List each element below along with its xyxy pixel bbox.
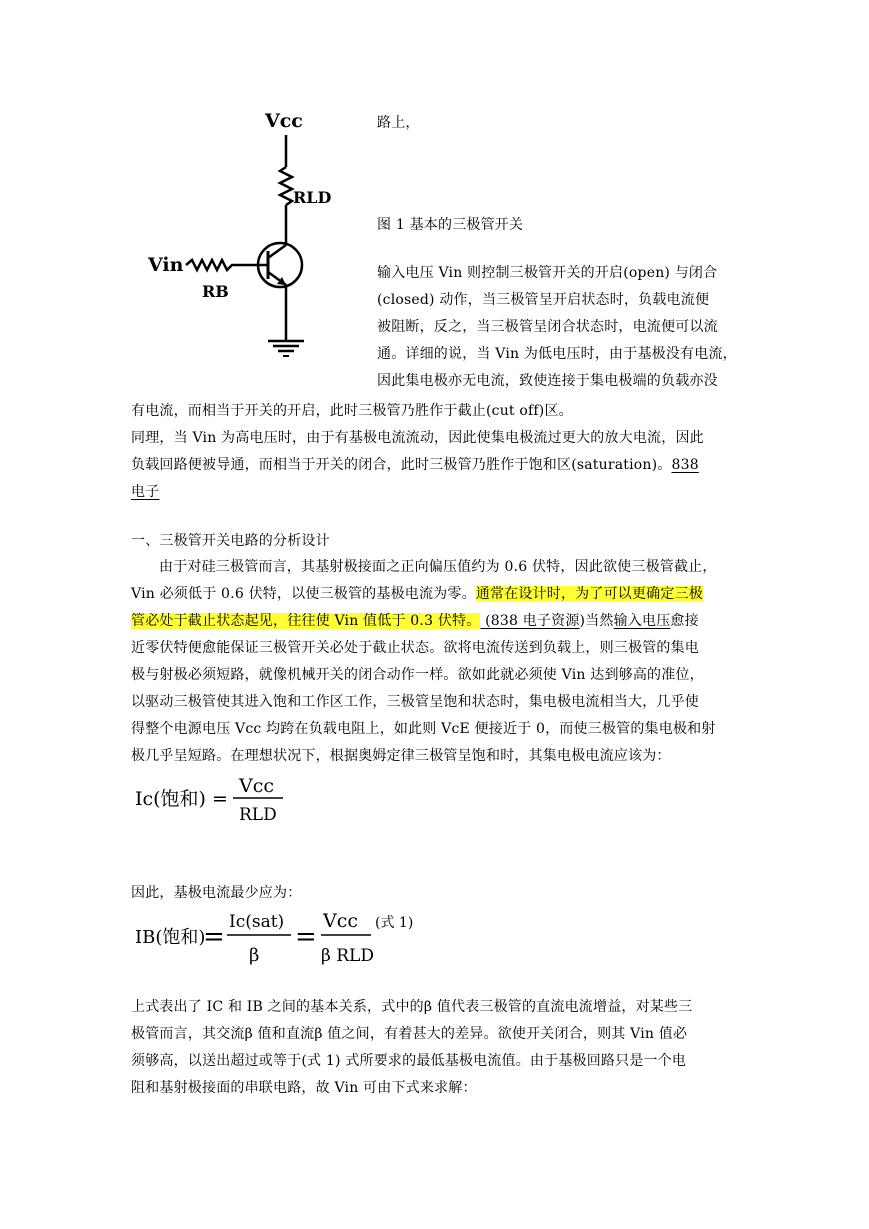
section-p7: 得整个电源电压 Vcc 均跨在负载电阻上，如此则 VcE 便接近于 0，而使三极管的集电极和射	[131, 721, 716, 737]
formula1-numerator: Vcc	[239, 775, 275, 797]
right-col-line3: 被阻断，反之，当三极管呈闭合状态时，电流便可以流	[377, 319, 718, 335]
full-line1: 有电流，而相当于开关的开启，此时三极管乃胜作于截止(cut off)区。	[131, 403, 573, 419]
right-col-line2: (closed) 动作，当三极管呈开启状态时，负载电流便	[377, 292, 710, 308]
right-col-line1: 输入电压 Vin 则控制三极管开关的开启(open) 与闭合	[377, 265, 718, 281]
highlighted-text-1: 通常在设计时，为了可以更确定三极	[475, 586, 703, 602]
section-p2	[131, 580, 703, 608]
section-p4: 近零伏特便愈能保证三极管开关必处于截止状态。欲将电流传送到负载上，则三极管的集电	[131, 640, 699, 656]
vin-label: Vin	[148, 254, 184, 276]
formula2-num2: Vcc	[323, 910, 359, 932]
full-line2: 同理，当 Vin 为高电压时，由于有基极电流流动，因此使集电极流过更大的放大电流，因此	[131, 430, 704, 446]
para3-line4: 阻和基射极接面的串联电路，故 Vin 可由下式来求解：	[131, 1080, 477, 1096]
formula1-denominator: RLD	[239, 805, 277, 825]
formula2-num1: Ic(sat)	[229, 912, 285, 932]
formula2-lhs: IB(饱和)	[135, 927, 206, 948]
section-p1: 由于对硅三极管而言，其基射极接面之正向偏压值约为 0.6 伏特，因此欲使三极管截止，	[159, 559, 717, 575]
right-col-line0: 路上，	[377, 115, 420, 131]
section-p3-mid: )当然	[579, 613, 614, 629]
right-col-line4: 通。详细的说，当 Vin 为低电压时，由于基极没有电流，	[377, 346, 737, 362]
section-p6: 以驱动三极管使其进入饱和工作区工作，三极管呈饱和状态时，集电极电流相当大，几乎使	[131, 694, 699, 710]
rb-label: RB	[202, 282, 229, 301]
site-link-dianzi[interactable]: 电子	[131, 484, 160, 500]
para3-line3: 须够高，以送出超过或等于(式 1) 式所要求的最低基极电流值。由于基极回路只是一个电	[131, 1053, 687, 1069]
right-col-line5: 因此集电极亦无电流，致使连接于集电极端的负载亦没	[377, 373, 718, 389]
formula2-den2: β RLD	[321, 946, 374, 966]
formula-ib-saturation	[131, 905, 431, 970]
section-p5: 极与射极必须短路，就像机械开关的闭合动作一样。欲如此就必须使 Vin 达到够高的准位，	[131, 667, 704, 683]
formula-ic-saturation	[131, 770, 331, 830]
section-p8: 极几乎呈短路。在理想状况下，根据奥姆定律三极管呈饱和时，其集电极电流应该为：	[131, 748, 671, 764]
section-p3-end: 愈接	[670, 613, 699, 629]
para3-line1: 上式表出了 IC 和 IB 之间的基本关系，式中的β 值代表三极管的直流电流增益，对某些三	[131, 999, 693, 1015]
rld-label: RLD	[293, 188, 332, 207]
formula2-den1: β	[249, 945, 260, 966]
section-p3	[131, 607, 699, 635]
resource-link[interactable]: (838 电子资源	[480, 613, 580, 629]
formula2-eq2: =	[295, 922, 317, 952]
vcc-label: Vcc	[265, 110, 303, 132]
text-base-current-min: 因此，基极电流最少应为：	[131, 885, 302, 901]
full-line3-text: 负载回路便被导通，而相当于开关的闭合，此时三极管乃胜作于饱和区(saturation)。	[131, 457, 672, 473]
transistor-switch-circuit	[140, 105, 370, 365]
section-heading: 一、三极管开关电路的分析设计	[131, 533, 330, 549]
highlighted-text-2: 管必处于截止状态起见，往往使 Vin 值低于 0.3 伏特。	[131, 613, 481, 629]
section-p2-text: Vin 必须低于 0.6 伏特，以使三极管的基极电流为零。	[131, 586, 476, 602]
formula2-eq1: =	[203, 922, 225, 952]
input-voltage-link[interactable]: 输入电压	[613, 613, 671, 629]
formula1-lhs: Ic(饱和) =	[135, 788, 228, 810]
formula2-tag: (式 1)	[375, 915, 414, 931]
site-link-838[interactable]: 838	[671, 457, 699, 473]
para3-line2: 极管而言，其交流β 值和直流β 值之间，有着甚大的差异。欲使开关闭合，则其 Vin 值必	[131, 1026, 688, 1042]
figure-caption: 图 1 基本的三极管开关	[377, 217, 524, 233]
full-line3	[131, 451, 699, 479]
